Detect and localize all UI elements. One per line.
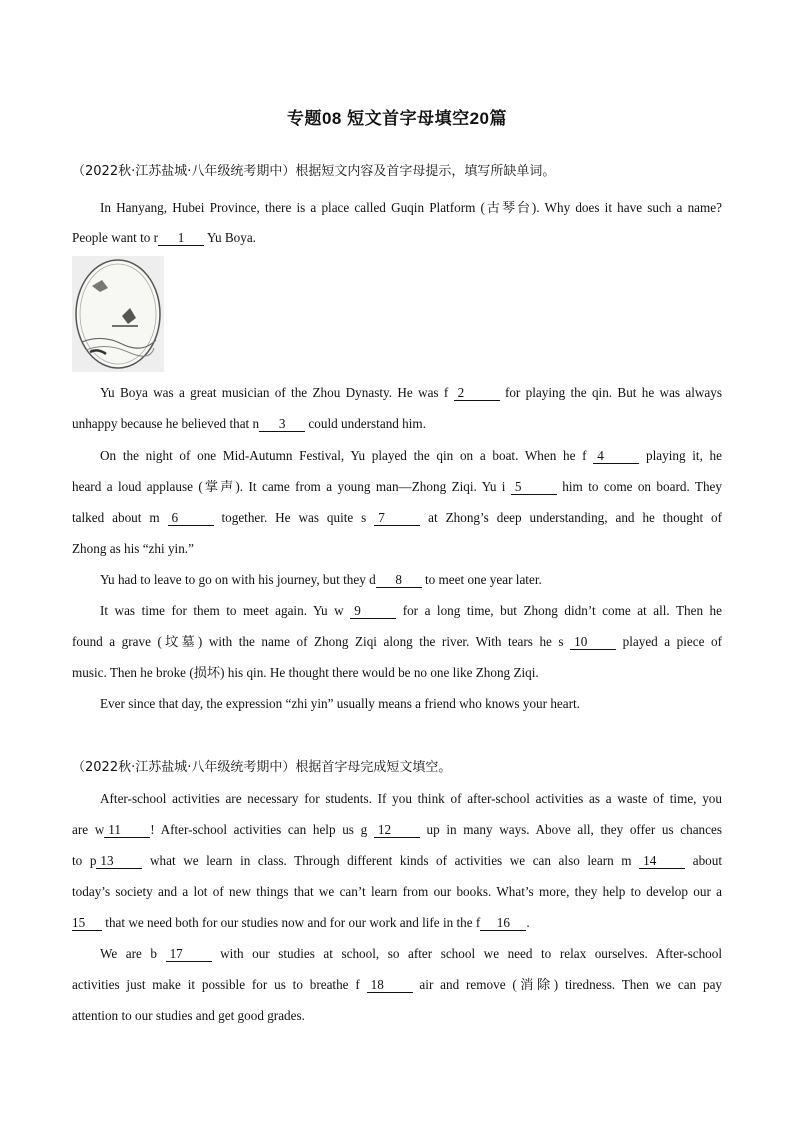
- text-span: It was time for them to meet again. Yu w: [100, 603, 344, 618]
- text-span: at Zhong’s deep understanding, and he thought of: [428, 510, 722, 525]
- blank-4[interactable]: 4: [593, 448, 639, 464]
- text-span: are w: [72, 822, 105, 837]
- blank-10[interactable]: 10: [570, 634, 616, 650]
- text-line: [72, 508, 722, 528]
- text-span: played a piece of: [622, 634, 722, 649]
- text-line: After-school activities are necessary for students. If you think of after-school activities as a waste of time, you: [100, 791, 722, 806]
- text-line: [100, 944, 722, 964]
- text-line: [72, 228, 722, 248]
- blank-17[interactable]: 17: [166, 946, 212, 962]
- text-span: unhappy because he believed that n: [72, 416, 260, 431]
- text-span: We are b: [100, 946, 158, 961]
- blank-9[interactable]: 9: [350, 603, 396, 619]
- page-title: 专题08 短文首字母填空20篇: [286, 109, 508, 128]
- text-line: [72, 414, 722, 434]
- text-span: him to come on board. They: [562, 479, 722, 494]
- blank-11[interactable]: 11: [104, 822, 150, 838]
- text-span: Yu Boya.: [204, 230, 256, 245]
- blank-18[interactable]: 18: [367, 977, 413, 993]
- text-line: [72, 477, 722, 497]
- text-line: attention to our studies and get good grades.: [72, 1008, 305, 1023]
- text-line: Zhong as his “zhi yin.”: [72, 541, 194, 556]
- text-span: talked about m: [72, 510, 160, 525]
- text-span: that we need both for our studies now and for our work and life in the f: [102, 915, 481, 930]
- blank-6[interactable]: 6: [168, 510, 214, 526]
- text-span: On the night of one Mid-Autumn Festival, Yu played the qin on a boat. When he f: [100, 448, 587, 463]
- blank-14[interactable]: 14: [639, 853, 685, 869]
- text-line: [72, 913, 722, 933]
- section-1-header: （2022秋·江苏盐城·八年级统考期中）根据短文内容及首字母提示，填写所缺单词。: [72, 164, 556, 179]
- text-span: People want to r: [72, 230, 159, 245]
- text-span: playing it, he: [645, 448, 722, 463]
- blank-1[interactable]: 1: [158, 230, 204, 246]
- text-span: Yu Boya was a great musician of the Zhou Dynasty. He was f: [100, 385, 449, 400]
- blank-12[interactable]: 12: [374, 822, 420, 838]
- guqin-illustration: [72, 256, 164, 372]
- text-span: .: [526, 915, 530, 930]
- text-span: to p: [72, 853, 97, 868]
- text-span: Yu had to leave to go on with his journey, but they d: [100, 572, 376, 587]
- text-span: what we learn in class. Through different kinds of activities we can also learn m: [150, 853, 632, 868]
- text-span: ! After-school activities can help us g: [150, 822, 368, 837]
- text-span: about: [692, 853, 722, 868]
- text-line: Ever since that day, the expression “zhi yin” usually means a friend who knows your heart.: [100, 696, 580, 711]
- text-line: [72, 632, 722, 652]
- text-span: air and remove (消除) tiredness. Then we can pay: [419, 977, 722, 992]
- text-span: together. He was quite s: [221, 510, 367, 525]
- text-span: for playing the qin. But he was always: [504, 385, 722, 400]
- text-span: found a grave (坟墓) with the name of Zhong Ziqi along the river. With tears he s: [72, 634, 564, 649]
- blank-3[interactable]: 3: [259, 416, 305, 432]
- text-line: today’s society and a lot of new things that we can’t learn from our books. What’s more, they help to develop our a: [72, 884, 722, 899]
- text-span: with our studies at school, so after school we need to relax ourselves. After-school: [220, 946, 722, 961]
- text-span: up in many ways. Above all, they offer us chances: [426, 822, 722, 837]
- text-line: In Hanyang, Hubei Province, there is a place called Guqin Platform (古琴台). Why does it have such a name?: [100, 200, 722, 215]
- section-2-header: （2022秋·江苏盐城·八年级统考期中）根据首字母完成短文填空。: [72, 760, 452, 775]
- text-line: music. Then he broke (损坏) his qin. He thought there would be no one like Zhong Ziqi.: [72, 665, 539, 680]
- text-span: to meet one year later.: [421, 572, 542, 587]
- blank-7[interactable]: 7: [374, 510, 420, 526]
- text-span: heard a loud applause (掌声). It came from a young man—Zhong Ziqi. Yu i: [72, 479, 506, 494]
- text-line: [100, 383, 722, 403]
- blank-13[interactable]: 13: [96, 853, 142, 869]
- text-line: [72, 851, 722, 871]
- blank-2[interactable]: 2: [454, 385, 500, 401]
- blank-15[interactable]: 15: [72, 915, 102, 931]
- text-line: [72, 975, 722, 995]
- text-span: for a long time, but Zhong didn’t come at all. Then he: [402, 603, 722, 618]
- text-line: [100, 601, 722, 621]
- blank-5[interactable]: 5: [511, 479, 557, 495]
- blank-16[interactable]: 16: [480, 915, 526, 931]
- blank-8[interactable]: 8: [376, 572, 422, 588]
- text-span: activities just make it possible for us to breathe f: [72, 977, 360, 992]
- text-line: [100, 446, 722, 466]
- text-line: [72, 820, 722, 840]
- text-span: could understand him.: [305, 416, 426, 431]
- text-line: [100, 570, 722, 590]
